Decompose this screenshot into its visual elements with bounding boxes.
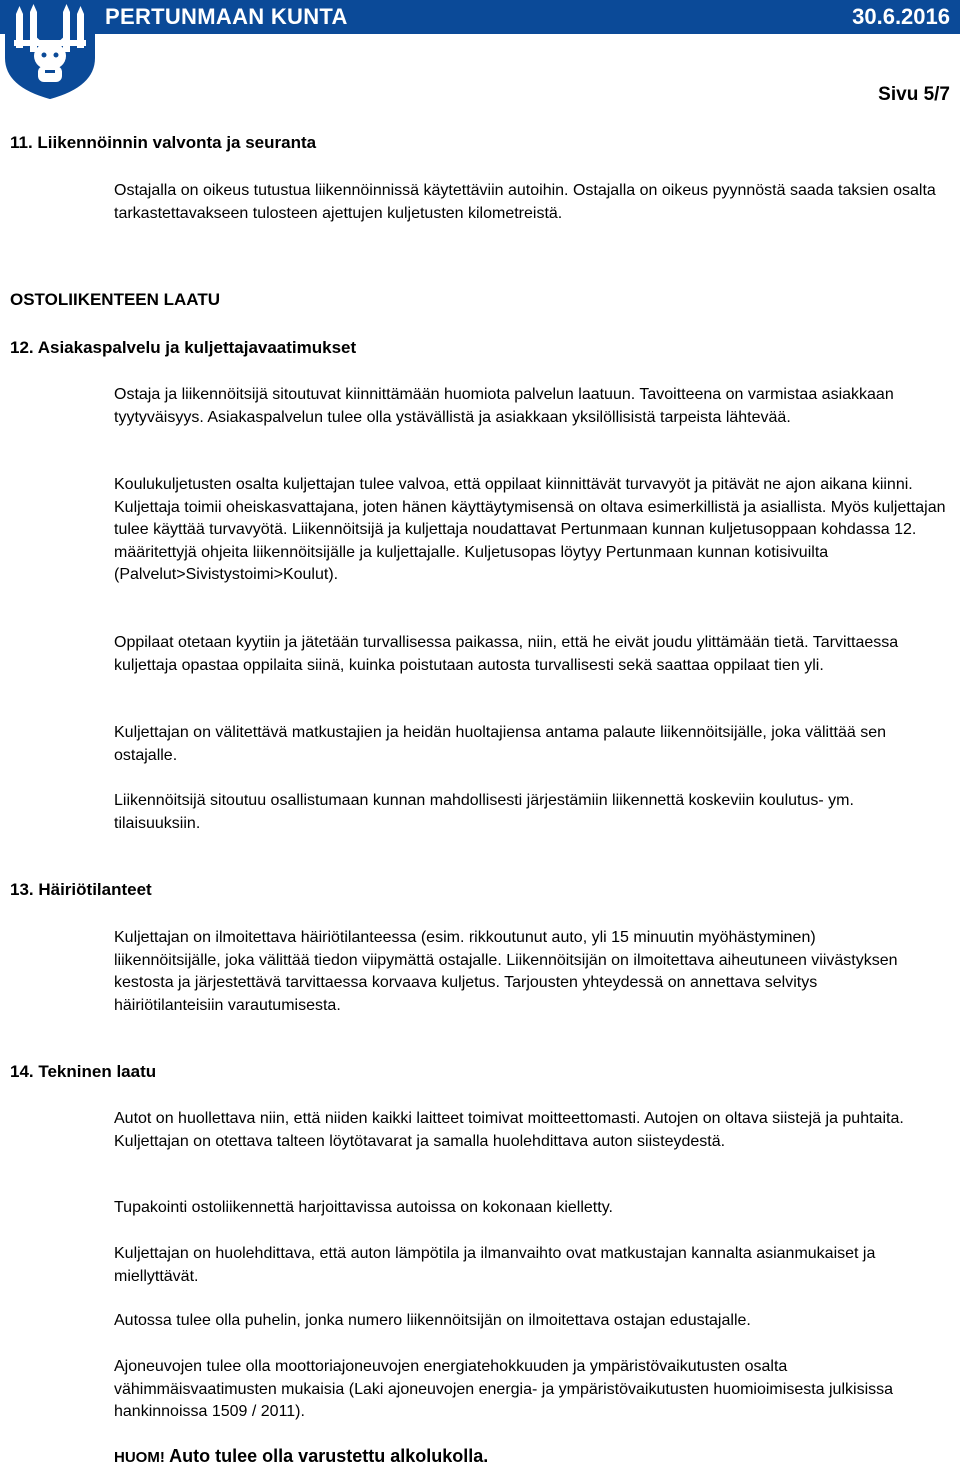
municipality-name: PERTUNMAAN KUNTA [105,4,348,29]
section-13-paragraph-1: Kuljettajan on ilmoitettava häiriötilanteessa (esim. rikkoutunut auto, yli 15 minuutin myöhästyminen) liikennöitsijälle, joka välittää tiedon viipymättä ostajalle. Liikennöitsijän on ilmoitettava aiheutuneen viivästyksen kestosta ja järjestettävä tarvittaessa korvaava kuljetus. Tarjousten yhteydessä on annettava selvitys häiriötilanteisiin varautumisesta. [114,929,898,1014]
final-note [114,1446,488,1467]
section-14-paragraph-2: Tupakointi ostoliikennettä harjoittavissa autoissa on kokonaan kielletty. [114,1199,613,1216]
coat-of-arms-logo [0,0,100,100]
section-14-paragraph-4: Autossa tulee olla puhelin, jonka numero liikennöitsijän on ilmoitettava ostajan edustajalle. [114,1312,751,1329]
document-date: 30.6.2016 [852,4,950,29]
section-11-paragraph-1: Ostajalla on oikeus tutustua liikennöinnissä käytettäviin autoihin. Ostajalla on oikeus pyynnöstä saada taksien osalta tarkastettavakseen tulosteen ajettujen kuljetusten kilometreistä. [114,182,936,222]
quality-heading: OSTOLIIKENTEEN LAATU [10,290,220,309]
section-14-heading: 14. Tekninen laatu [10,1062,157,1081]
section-12-heading: 12. Asiakaspalvelu ja kuljettajavaatimukset [10,338,357,357]
note-prefix: HUOM! [114,1449,165,1466]
section-12-paragraph-5: Liikennöitsijä sitoutuu osallistumaan kunnan mahdollisesti järjestämiin liikennettä koskeviin koulutus- ym. tilaisuuksiin. [114,792,854,832]
section-14-paragraph-5: Ajoneuvojen tulee olla moottoriajoneuvojen energiatehokkuuden ja ympäristövaikutusten osalta vähimmäisvaatimusten mukaisia (Laki ajoneuvojen energia- ja ympäristövaikutusten huomioimisesta julkisissa hankinnoissa 1509 / 2011). [114,1358,894,1420]
section-14-paragraph-3: Kuljettajan on huolehdittava, että auton lämpötila ja ilmanvaihto ovat matkustajan kannalta asianmukaiset ja miellyttävät. [114,1245,876,1285]
section-13-heading: 13. Häiriötilanteet [10,880,152,899]
section-12-paragraph-2: Koulukuljetusten osalta kuljettajan tulee valvoa, että oppilaat kiinnittävät turvavyöt ja pitävät ne ajon aikana kiinni. Kuljettaja toimii oheiskasvattajana, joten hänen käyttäytymisensä on oltava esimerkillistä ja asiallista. Myös kuljettajan tulee käyttää turvavyötä. Liikennöitsijä ja kuljettaja noudattavat Pertunmaan kunnan kuljetusoppaan kohdassa 12. määritettyjä ohjeita liikennöitsijälle ja kuljettajalle. Kuljetusopas löytyy Pertunmaan kunnan kotisivuilta (Palvelut>Sivistystoimi>Koulut). [114,476,946,583]
page-number: Sivu 5/7 [878,84,950,105]
note-text: Auto tulee olla varustettu alkolukolla. [169,1446,489,1466]
section-12-paragraph-4: Kuljettajan on välitettävä matkustajien ja heidän huoltajiensa antama palaute liikennöitsijälle, joka välittää sen ostajalle. [114,724,887,764]
section-11-heading: 11. Liikennöinnin valvonta ja seuranta [10,133,317,152]
section-12-paragraph-1: Ostaja ja liikennöitsijä sitoutuvat kiinnittämään huomiota palvelun laatuun. Tavoitteena on varmistaa asiakkaan tyytyväisyys. Asiakaspalvelun tulee olla ystävällistä ja asiakkaan yksilöllisistä tarpeista lähtevää. [114,386,894,426]
section-12-paragraph-3: Oppilaat otetaan kyytiin ja jätetään turvallisessa paikassa, niin, että he eivät joudu ylittämään tietä. Tarvittaessa kuljettaja opastaa oppilaita siinä, kuinka poistutaan autosta turvallisesti sekä saattaa oppilaat tien yli. [114,634,899,674]
section-14-paragraph-1: Autot on huollettava niin, että niiden kaikki laitteet toimivat moitteettomasti. Autojen on oltava siistejä ja puhtaita. Kuljettajan on otettava talteen löytötavarat ja samalla huolehdittava auton siisteydestä. [114,1110,904,1150]
